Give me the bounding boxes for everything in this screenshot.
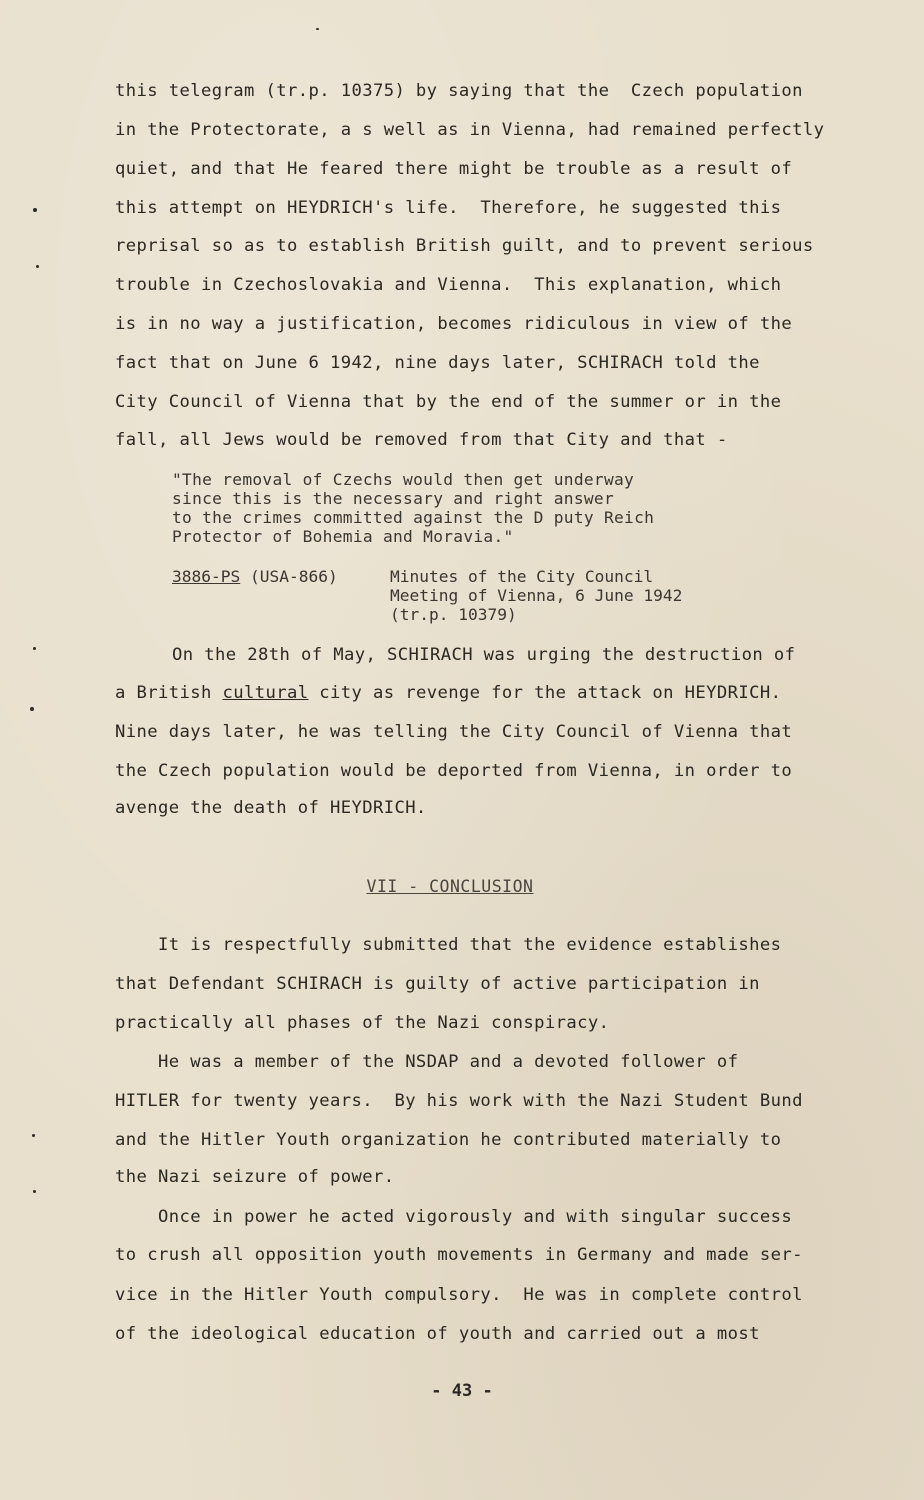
body-line: and the Hitler Youth organization he contributed materially to — [115, 1130, 782, 1150]
citation-reference — [172, 567, 338, 587]
scan-speck — [33, 208, 37, 212]
body-line: HITLER for twenty years. By his work with the Nazi Student Bund — [115, 1091, 803, 1111]
quote-line: "The removal of Czechs would then get underway — [172, 470, 635, 489]
quote-line: Protector of Bohemia and Moravia." — [172, 527, 514, 546]
underlined-word: cultural — [222, 683, 309, 703]
body-line: the Czech population would be deported from Vienna, in order to — [115, 761, 793, 781]
body-line: reprisal so as to establish British guilt, and to prevent serious — [115, 236, 814, 256]
body-line: On the 28th of May, SCHIRACH was urging the destruction of — [172, 645, 796, 665]
quote-line: to the crimes committed against the D puty Reich — [172, 508, 655, 527]
citation-description-line: Meeting of Vienna, 6 June 1942 — [390, 586, 683, 605]
scan-speck — [30, 707, 34, 711]
section-heading: VII - CONCLUSION — [366, 877, 534, 896]
scan-speck — [316, 28, 319, 30]
body-line: practically all phases of the Nazi conspiracy. — [115, 1013, 610, 1033]
quote-line: since this is the necessary and right answer — [172, 489, 615, 508]
scan-speck — [33, 647, 36, 650]
body-line: of the ideological education of youth and carried out a most — [115, 1324, 760, 1344]
citation-exhibit: (USA-866) — [240, 567, 338, 586]
page-number: - 43 - — [431, 1381, 493, 1401]
body-line: Nine days later, he was telling the City Council of Vienna that — [115, 722, 793, 742]
citation-description-line: Minutes of the City Council — [390, 567, 654, 586]
body-text: city as revenge for the attack on HEYDRICH. — [308, 683, 782, 703]
body-line: fall, all Jews would be removed from that City and that - — [115, 430, 728, 450]
scan-speck — [33, 1190, 36, 1193]
body-line — [115, 683, 781, 703]
body-line: this attempt on HEYDRICH's life. Therefore, he suggested this — [115, 198, 782, 218]
body-line: City Council of Vienna that by the end of the summer or in the — [115, 392, 782, 412]
body-line: that Defendant SCHIRACH is guilty of active participation in — [115, 974, 760, 994]
body-line: is in no way a justification, becomes ridiculous in view of the — [115, 314, 793, 334]
body-text: a British — [115, 683, 223, 703]
body-line: this telegram (tr.p. 10375) by saying that the Czech population — [115, 81, 803, 101]
body-line: in the Protectorate, a s well as in Vienna, had remained perfectly — [115, 120, 825, 140]
body-line: vice in the Hitler Youth compulsory. He was in complete control — [115, 1285, 803, 1305]
body-line: to crush all opposition youth movements in Germany and made ser- — [115, 1245, 803, 1265]
body-line: Once in power he acted vigorously and with singular success — [115, 1207, 793, 1227]
scan-speck — [36, 265, 39, 268]
body-line: It is respectfully submitted that the evidence establishes — [115, 935, 782, 955]
body-line: He was a member of the NSDAP and a devoted follower of — [115, 1052, 739, 1072]
body-line: trouble in Czechoslovakia and Vienna. This explanation, which — [115, 275, 782, 295]
citation-description-line: (tr.p. 10379) — [390, 605, 517, 624]
body-line: fact that on June 6 1942, nine days later, SCHIRACH told the — [115, 353, 760, 373]
scan-speck — [32, 1134, 35, 1137]
body-line: quiet, and that He feared there might be trouble as a result of — [115, 159, 793, 179]
body-line: avenge the death of HEYDRICH. — [115, 798, 427, 818]
citation-doc-id: 3886-PS — [172, 567, 241, 586]
body-line: the Nazi seizure of power. — [115, 1167, 395, 1187]
